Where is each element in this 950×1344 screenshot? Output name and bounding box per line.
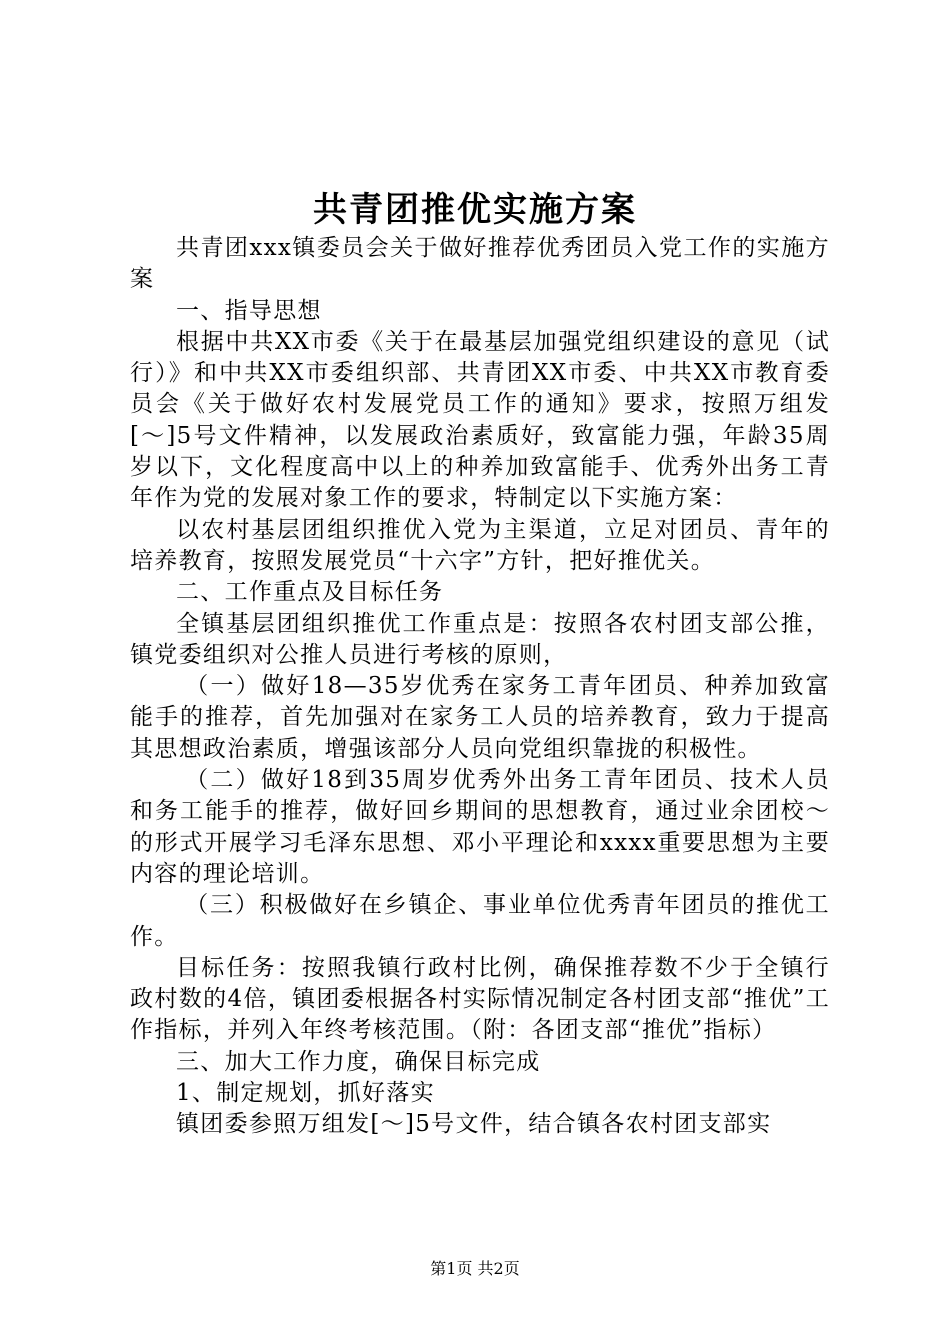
paragraph-item-1: （一）做好18—35岁优秀在家务工青年团员、种养加致富能手的推荐，首先加强对在家务工人员的培养教育，致力于提高其思想政治素质，增强该部分人员向党组织靠拢的积极性。 xyxy=(130,673,830,762)
paragraph-item-3: （三）积极做好在乡镇企、事业单位优秀青年团员的推优工作。 xyxy=(130,892,830,950)
heading-planning: 1、制定规划，抓好落实 xyxy=(176,1080,435,1107)
paragraph-targets: 目标任务：按照我镇行政村比例，确保推荐数不少于全镇行政村数的4倍，镇团委根据各村实际情况制定各村团支部“推优”工作指标，并列入年终考核范围。（附：各团支部“推优”指标） xyxy=(130,954,830,1044)
paragraph-intro: 共青团xxx镇委员会关于做好推荐优秀团员入党工作的实施方案 xyxy=(130,235,830,293)
heading-guiding-ideology: 一、指导思想 xyxy=(176,297,322,324)
heading-strengthen-work: 三、加大工作力度，确保目标完成 xyxy=(176,1048,541,1075)
paragraph-item-2: （二）做好18到35周岁优秀外出务工青年团员、技术人员和务工能手的推荐，做好回乡期间的思想教育，通过业余团校～的形式开展学习毛泽东思想、邓小平理论和xxxx重要思想为主要内容的理论培训。 xyxy=(130,767,830,887)
paragraph-key-points: 全镇基层团组织推优工作重点是：按照各农村团支部公推，镇党委组织对公推人员进行考核的原则， xyxy=(130,610,830,668)
paragraph-planning: 镇团委参照万组发[～]5号文件，结合镇各农村团支部实 xyxy=(176,1111,772,1138)
heading-key-tasks: 二、工作重点及目标任务 xyxy=(176,579,444,606)
document-body xyxy=(130,233,830,1141)
paragraph-basis: 根据中共XX市委《关于在最基层加强党组织建设的意见（试行）》和中共XX市委组织部、共青团XX市委、中共XX市教育委员会《关于做好农村发展党员工作的通知》要求，按照万组发[～]5号文件精神，以发展政治素质好，致富能力强，年龄35周岁以下，文化程度高中以上的种养加致富能手、优秀外出务工青年作为党的发展对象工作的要求，特制定以下实施方案： xyxy=(130,328,830,512)
page-number-footer: 第1页 共2页 xyxy=(430,1259,520,1278)
document-title: 共青团推优实施方案 xyxy=(313,190,637,230)
paragraph-main-channel: 以农村基层团组织推优入党为主渠道，立足对团员、青年的培养教育，按照发展党员“十六字”方针，把好推优关。 xyxy=(130,516,830,574)
